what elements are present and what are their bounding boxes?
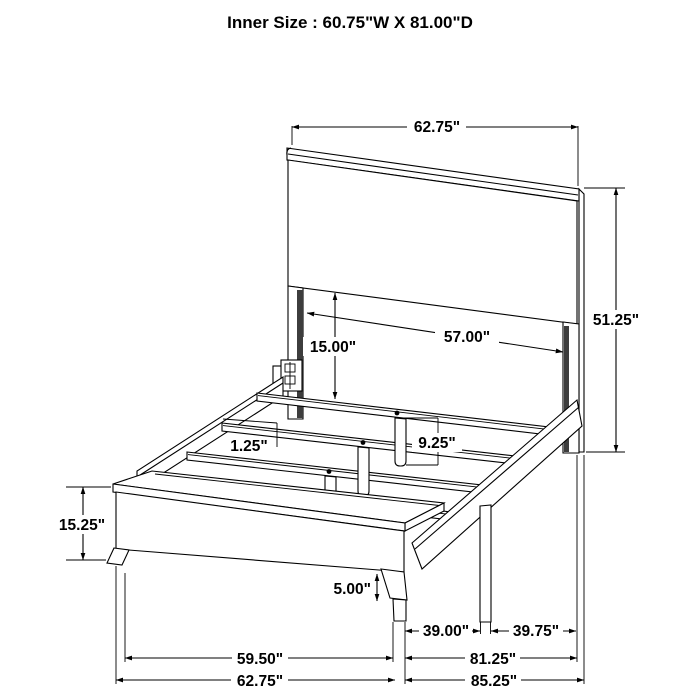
dim-label-footboard-inner-width: 59.50"	[236, 651, 284, 668]
screw-dot	[395, 411, 400, 416]
screw-dot	[327, 469, 332, 474]
center-leg	[358, 447, 369, 496]
screw-dot	[361, 440, 366, 445]
dim-label-center-to-head: 39.75"	[512, 623, 560, 640]
dim-label-footboard-height: 15.25"	[58, 517, 106, 534]
diagram-title: Inner Size : 60.75"W X 81.00"D	[227, 13, 473, 32]
dim-label-footboard-width: 62.75"	[236, 673, 284, 690]
dim-label-headboard-width: 62.75"	[413, 119, 461, 136]
dim-label-leg-to-headboard: 81.25"	[469, 651, 517, 668]
dim-label-slat-thickness: 1.25"	[230, 438, 268, 455]
center-leg	[395, 418, 406, 466]
footboard-right-leg	[381, 569, 407, 600]
footboard	[107, 471, 444, 621]
dim-label-leg-height: 5.00"	[333, 581, 371, 598]
dim-label-total-depth: 85.25"	[470, 673, 518, 690]
dim-label-headboard-height: 51.25"	[592, 312, 640, 329]
dim-label-panel-to-slat: 15.00"	[309, 339, 357, 356]
center-support-legs	[325, 418, 406, 503]
dim-label-center-leg-height: 9.25"	[418, 435, 456, 452]
dim-label-foot-to-center: 39.00"	[422, 623, 470, 640]
footboard-left-leg	[107, 548, 129, 565]
rail-center-leg	[480, 505, 491, 622]
dim-label-inner-width: 57.00"	[443, 329, 491, 346]
